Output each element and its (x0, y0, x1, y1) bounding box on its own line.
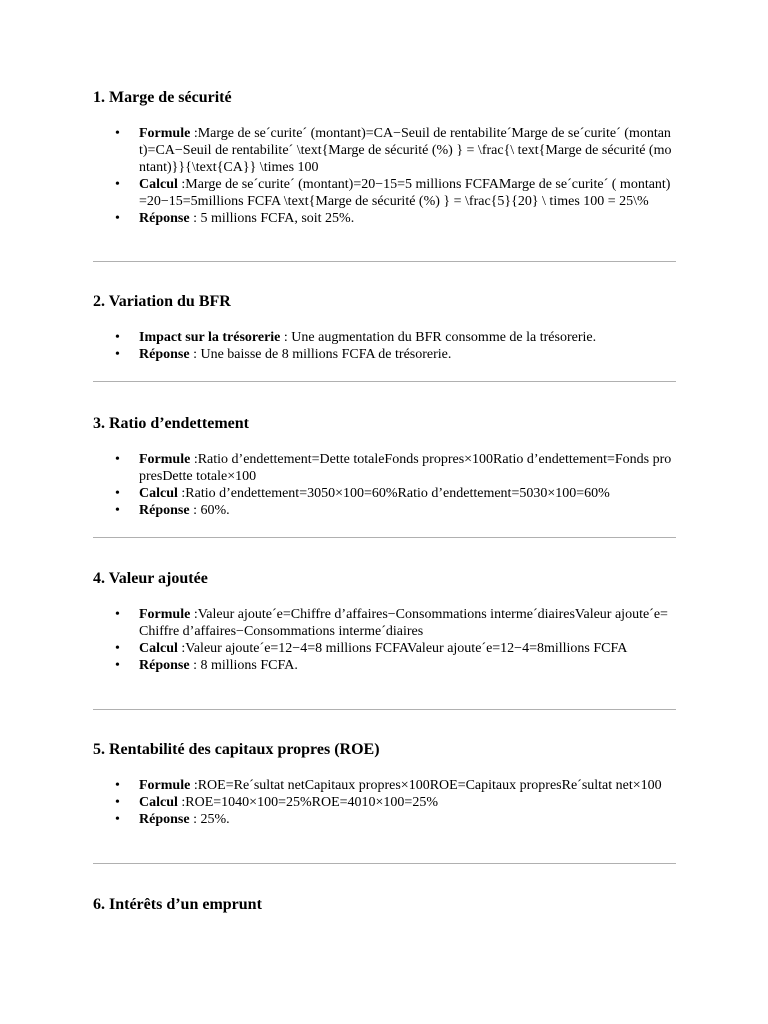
list-item (93, 451, 676, 485)
item-label: Formule (139, 778, 191, 793)
list-item (93, 657, 676, 674)
bullet-icon: • (115, 126, 120, 141)
bullet-icon: • (115, 211, 120, 226)
bullet-list (93, 125, 676, 227)
list-item (93, 176, 676, 210)
item-text: :Valeur ajoute´e=Chiffre d’affaires−Consommations interme´diairesValeur ajoute´e=Chiffre d’affaires−Consommations interme´diaires (139, 607, 668, 639)
section-roe (93, 740, 676, 828)
item-text: :Valeur ajoute´e=12−4=8 millions FCFAValeur ajoute´e=12−4=8millions FCFA (177, 641, 628, 656)
bullet-icon: • (115, 658, 120, 673)
bullet-list (93, 777, 676, 828)
bullet-icon: • (115, 778, 120, 793)
section-variation-bfr (93, 292, 676, 363)
item-label: Calcul (139, 486, 178, 501)
list-item (93, 210, 676, 227)
bullet-icon: • (115, 795, 120, 810)
bullet-list (93, 451, 676, 519)
list-item (93, 794, 676, 811)
list-item (93, 346, 676, 363)
bullet-icon: • (115, 347, 120, 362)
section-title: 2. Variation du BFR (93, 293, 231, 310)
item-label: Réponse (139, 658, 190, 673)
horizontal-rule (93, 537, 676, 538)
section-title: 4. Valeur ajoutée (93, 570, 208, 587)
section-valeur-ajoutee (93, 569, 676, 674)
list-item (93, 640, 676, 657)
item-text: :Marge de se´curite´ (montant)=20−15=5 millions FCFAMarge de se´curite´ ( montant)=20−15=5millions FCFA \text{Marge de sécurité (%) } = \frac{5}{20} \ times 100 = 25\% (139, 177, 671, 209)
bullet-icon: • (115, 452, 120, 467)
list-item (93, 125, 676, 176)
bullet-icon: • (115, 503, 120, 518)
item-label: Formule (139, 607, 191, 622)
list-item (93, 485, 676, 502)
section-interets-emprunt (93, 895, 676, 915)
item-label: Formule (139, 452, 191, 467)
list-item (93, 811, 676, 828)
list-item (93, 502, 676, 519)
item-text: : 25%. (189, 812, 230, 827)
horizontal-rule (93, 863, 676, 864)
list-item (93, 777, 676, 794)
item-text: : 5 millions FCFA, soit 25%. (189, 211, 355, 226)
bullet-icon: • (115, 330, 120, 345)
bullet-icon: • (115, 177, 120, 192)
item-text: :Ratio d’endettement=3050×100=60%Ratio d’endettement=5030×100=60% (177, 486, 610, 501)
section-title: 6. Intérêts d’un emprunt (93, 896, 262, 913)
list-item (93, 606, 676, 640)
item-text: :Ratio d’endettement=Dette totaleFonds propres×100Ratio d’endettement=Fonds propresDette totale×100 (139, 452, 672, 484)
list-item (93, 329, 676, 346)
item-text: : 8 millions FCFA. (189, 658, 298, 673)
item-label: Calcul (139, 795, 178, 810)
bullet-icon: • (115, 607, 120, 622)
item-text: : 60%. (189, 503, 230, 518)
bullet-list (93, 606, 676, 674)
bullet-icon: • (115, 641, 120, 656)
horizontal-rule (93, 381, 676, 382)
section-marge-de-securite (93, 88, 676, 227)
item-label: Calcul (139, 641, 178, 656)
item-label: Réponse (139, 812, 190, 827)
section-ratio-endettement (93, 414, 676, 519)
item-label: Réponse (139, 503, 190, 518)
item-text: : Une augmentation du BFR consomme de la trésorerie. (280, 330, 597, 345)
horizontal-rule (93, 709, 676, 710)
section-title: 5. Rentabilité des capitaux propres (ROE) (93, 741, 380, 758)
item-label: Réponse (139, 211, 190, 226)
section-title: 1. Marge de sécurité (93, 89, 232, 106)
bullet-icon: • (115, 812, 120, 827)
item-label: Réponse (139, 347, 190, 362)
bullet-list (93, 329, 676, 363)
item-text: :ROE=1040×100=25%ROE=4010×100=25% (177, 795, 438, 810)
bullet-icon: • (115, 486, 120, 501)
item-label: Formule (139, 126, 191, 141)
item-text: :Marge de se´curite´ (montant)=CA−Seuil de rentabilite´Marge de se´curite´ (montant)=CA−Seuil de rentabilite´ \text{Marge de sécurité (%) } = \frac{\ text{Marge de sécurité (montant)}}{\text{CA}} \times 100 (139, 126, 672, 175)
horizontal-rule (93, 261, 676, 262)
item-text: : Une baisse de 8 millions FCFA de trésorerie. (189, 347, 452, 362)
item-label: Impact sur la trésorerie (139, 330, 281, 345)
item-text: :ROE=Re´sultat netCapitaux propres×100ROE=Capitaux propresRe´sultat net×100 (190, 778, 662, 793)
item-label: Calcul (139, 177, 178, 192)
section-title: 3. Ratio d’endettement (93, 415, 249, 432)
